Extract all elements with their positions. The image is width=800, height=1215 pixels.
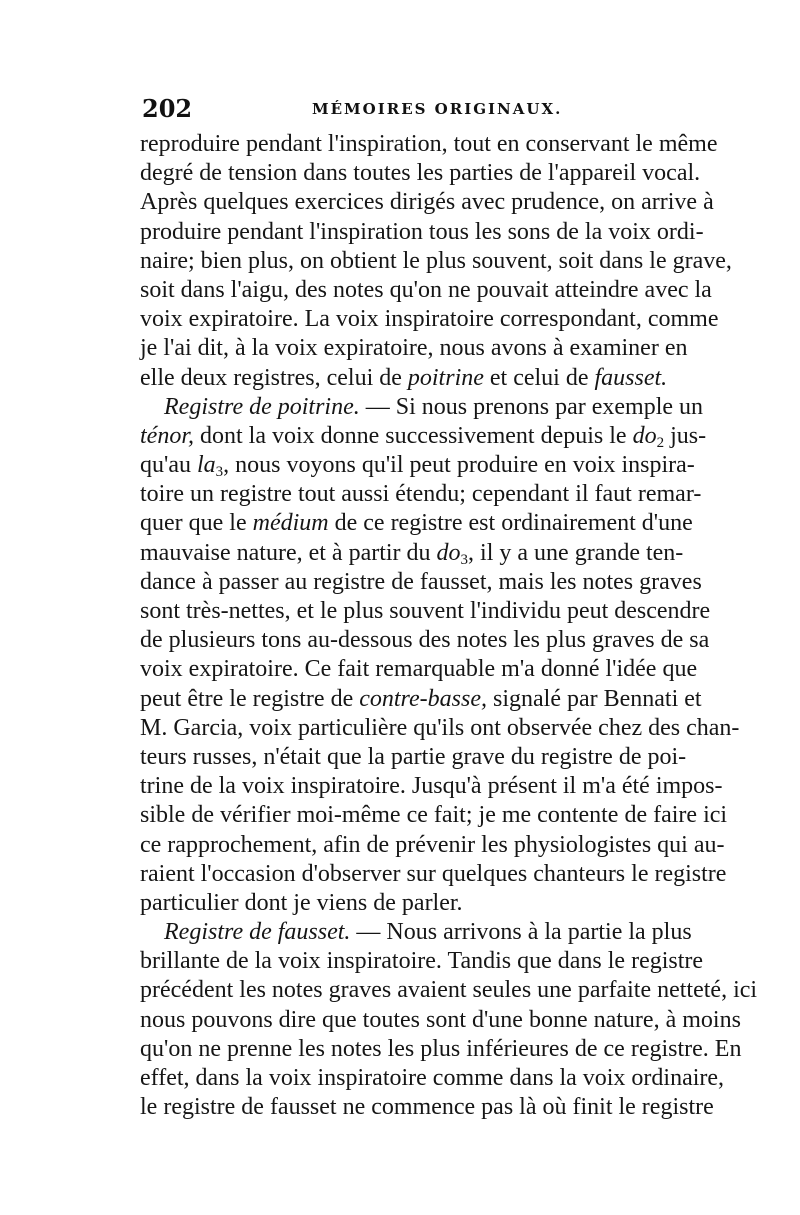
text-run: de ce registre est ordinairement d'une (328, 510, 693, 537)
text-line (140, 685, 702, 714)
text-line (140, 655, 698, 684)
text-line (140, 159, 701, 188)
text-line (140, 743, 687, 772)
italic-text: contre-basse, (359, 685, 487, 712)
text-line (140, 480, 702, 509)
text-run: et celui de (483, 364, 595, 391)
text-run: — Si nous prenons par exemple un (359, 393, 704, 420)
text-run: elle deux registres, celui de (140, 364, 408, 391)
text-line (140, 393, 704, 422)
text-line (140, 451, 695, 481)
text-run: , nous voyons qu'il peut produire en voix inspira- (223, 452, 695, 479)
text-line (140, 509, 693, 538)
text-line (140, 831, 725, 860)
text-line (140, 130, 718, 159)
text-run: reproduire pendant l'inspiration, tout en conservant le même (140, 131, 718, 157)
text-run: brillante de la voix inspiratoire. Tandis que dans le registre (140, 948, 704, 975)
text-run: soit dans l'aigu, des notes qu'on ne pouvait atteindre avec la (140, 276, 712, 303)
text-run: qu'au (140, 452, 197, 479)
text-line (140, 597, 711, 626)
text-run: voix expiratoire. Ce fait remarquable m'a donné l'idée que (140, 656, 698, 683)
text-line (140, 422, 707, 451)
italic-text: ténor, (140, 422, 194, 449)
text-line (140, 247, 732, 276)
text-run: jus- (664, 422, 707, 449)
text-run: voix expiratoire. La voix inspiratoire correspondant, comme (140, 306, 719, 333)
text-run: trine de la voix inspiratoire. Jusqu'à présent il m'a été impos- (140, 773, 723, 800)
text-run: effet, dans la voix inspiratoire comme dans la voix ordinaire, (140, 1065, 725, 1091)
text-run: Après quelques exercices dirigés avec prudence, on arrive à (140, 189, 714, 216)
text-run: sible de vérifier moi-même ce fait; je me contente de faire ici (140, 802, 728, 829)
text-run: de plusieurs tons au-dessous des notes les plus graves de sa (140, 627, 710, 654)
text-run: peut être le registre de (140, 685, 360, 712)
italic-text: médium (252, 510, 329, 537)
text-run: naire; bien plus, on obtient le plus souvent, soit dans le grave, (140, 247, 732, 274)
text-run: particulier dont je viens de parler. (140, 889, 463, 916)
text-run: je l'ai dit, à la voix expiratoire, nous avons à examiner en (140, 335, 688, 362)
text-line (140, 918, 692, 947)
text-run: produire pendant l'inspiration tous les sons de la voix ordi- (140, 218, 704, 245)
text-run: raient l'occasion d'observer sur quelques chanteurs le registre (140, 860, 727, 887)
italic-text: do (436, 539, 461, 566)
text-line (140, 188, 714, 217)
text-run: signalé par Bennati et (486, 685, 702, 712)
text-run: degré de tension dans toutes les parties de l'appareil vocal. (140, 160, 701, 187)
subscript-number: 2 (656, 434, 665, 451)
text-line (140, 1006, 741, 1035)
text-line (140, 772, 723, 801)
text-run: ce rapprochement, afin de prévenir les physiologistes qui au- (140, 831, 725, 858)
text-line (140, 1064, 725, 1093)
italic-text: do (632, 422, 657, 449)
page-header (142, 94, 662, 124)
text-run: M. Garcia, voix particulière qu'ils ont observée chez des chan- (140, 714, 740, 741)
text-run: précédent les notes graves avaient seules une parfaite netteté, ici (140, 977, 758, 1004)
text-run: nous pouvons dire que toutes sont d'une bonne nature, à moins (140, 1006, 741, 1033)
text-line (140, 1093, 714, 1122)
text-line (140, 334, 688, 363)
text-line (140, 947, 704, 976)
italic-text: Registre de fausset. (164, 919, 351, 946)
text-line (140, 714, 740, 743)
italic-text: fausset. (594, 364, 668, 391)
text-run: le registre de fausset ne commence pas là où finit le registre (140, 1094, 714, 1121)
text-line (140, 1035, 742, 1064)
text-line (140, 801, 728, 830)
text-run: dance à passer au registre de fausset, mais les notes graves (140, 568, 702, 595)
text-run: , il y a une grande ten- (468, 539, 684, 566)
subscript-number: 3 (460, 551, 469, 568)
text-line (140, 889, 660, 918)
text-run: sont très-nettes, et le plus souvent l'individu peut descendre (140, 598, 711, 624)
text-line (140, 568, 702, 597)
page-number: 202 (142, 94, 193, 123)
text-line (140, 539, 684, 568)
italic-text: poitrine (407, 364, 484, 391)
text-line (140, 305, 719, 334)
text-run: quer que le (140, 510, 253, 537)
italic-text: la (196, 452, 216, 479)
text-run: qu'on ne prenne les notes les plus inférieures de ce registre. En (140, 1035, 742, 1062)
text-run: — Nous arrivons à la partie la plus (350, 919, 692, 946)
text-line (140, 626, 710, 655)
text-run: toire un registre tout aussi étendu; cependant il faut remar- (140, 481, 702, 508)
text-run: dont la voix donne successivement depuis le (194, 422, 633, 449)
italic-text: Registre de poitrine. (164, 393, 360, 420)
body-text (140, 130, 758, 1122)
text-line (140, 276, 712, 305)
text-run: teurs russes, n'était que la partie grave du registre de poi- (140, 743, 687, 770)
text-line (140, 364, 668, 393)
text-line (140, 976, 758, 1005)
running-title: MÉMOIRES ORIGINAUX. (312, 100, 563, 118)
text-run: mauvaise nature, et à partir du (140, 539, 437, 566)
text-line (140, 860, 727, 889)
subscript-number: 3 (215, 464, 224, 481)
text-line (140, 218, 704, 247)
